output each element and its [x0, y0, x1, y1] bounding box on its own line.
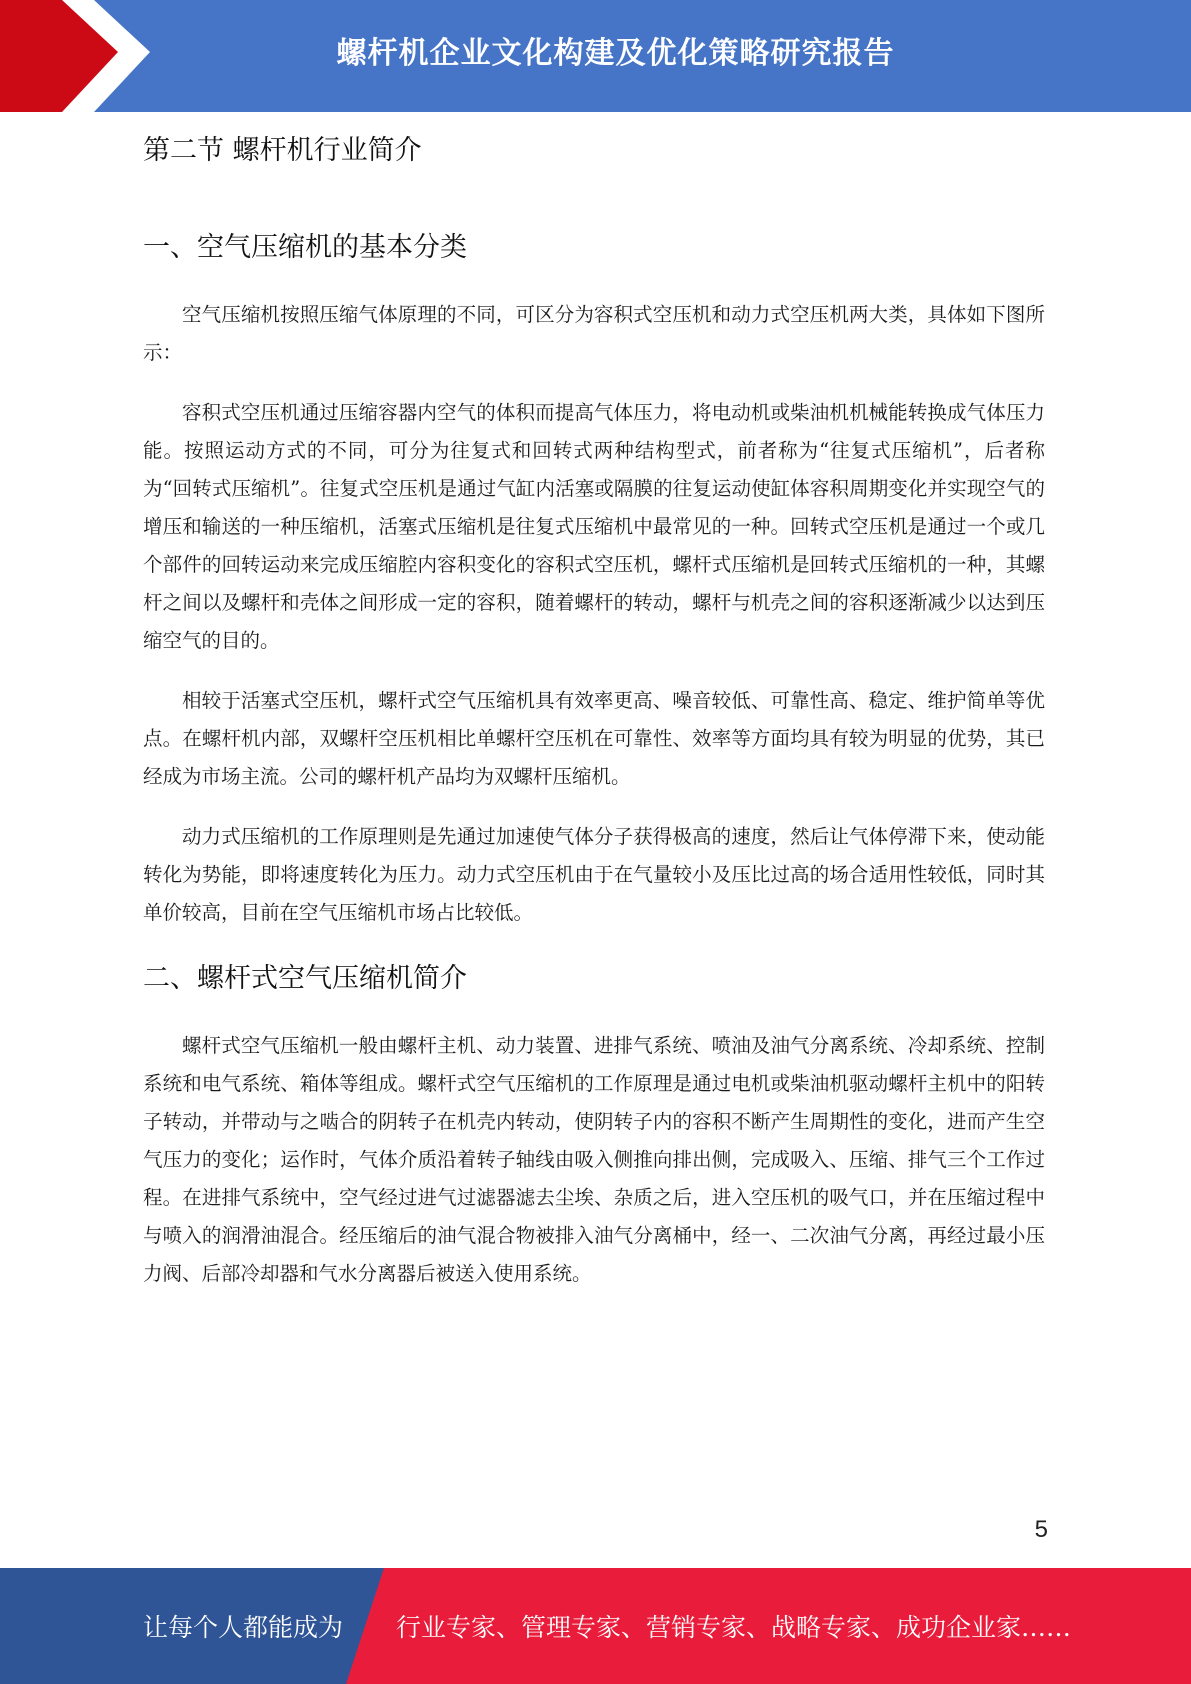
- subsection-title-1: 一、空气压缩机的基本分类: [143, 232, 467, 263]
- paragraph: 动力式压缩机的工作原理则是先通过加速使气体分子获得极高的速度，然后让气体停滞下来，使动能转化为势能，即将速度转化为压力。动力式空压机由于在气量较小及压比过高的场合适用性较低，同时其单价较高，目前在空气压缩机市场占比较低。: [143, 825, 1045, 924]
- subsection-title-2: 二、螺杆式空气压缩机简介: [143, 963, 467, 994]
- footer-slogan-right: 行业专家、管理专家、营销专家、战略专家、成功企业家……: [396, 1613, 1072, 1642]
- paragraph: 空气压缩机按照压缩气体原理的不同，可区分为容积式空压机和动力式空压机两大类，具体如下图所示：: [143, 303, 1045, 364]
- paragraph: 容积式空压机通过压缩容器内空气的体积而提高气体压力，将电动机或柴油机机械能转换成气体压力能。按照运动方式的不同，可分为往复式和回转式两种结构型式，前者称为“往复式压缩机”，后者称为“回转式压缩机”。往复式空压机是通过气缸内活塞或隔膜的往复运动使缸体容积周期变化并实现空气的增压和输送的一种压缩机，活塞式压缩机是往复式压缩机中最常见的一种。回转式空压机是通过一个或几个部件的回转运动来完成压缩腔内容积变化的容积式空压机，螺杆式压缩机是回转式压缩机的一种，其螺杆之间以及螺杆和壳体之间形成一定的容积，随着螺杆的转动，螺杆与机壳之间的容积逐渐减少以达到压缩空气的目的。: [143, 401, 1045, 652]
- page-footer-band: [0, 1568, 1191, 1684]
- page-number: 5: [1034, 1516, 1048, 1543]
- report-title: 螺杆机企业文化构建及优化策略研究报告: [336, 36, 895, 71]
- paragraph: 螺杆式空气压缩机一般由螺杆主机、动力装置、进排气系统、喷油及油气分离系统、冷却系统、控制系统和电气系统、箱体等组成。螺杆式空气压缩机的工作原理是通过电机或柴油机驱动螺杆主机中的阳转子转动，并带动与之啮合的阴转子在机壳内转动，使阴转子内的容积不断产生周期性的变化，进而产生空气压力的变化；运作时，气体介质沿着转子轴线由吸入侧推向排出侧，完成吸入、压缩、排气三个工作过程。在进排气系统中，空气经过进气过滤器滤去尘埃、杂质之后，进入空压机的吸气口，并在压缩过程中与喷入的润滑油混合。经压缩后的油气混合物被排入油气分离桶中，经一、二次油气分离，再经过最小压力阀、后部冷却器和气水分离器后被送入使用系统。: [143, 1034, 1045, 1285]
- paragraph: 相较于活塞式空压机，螺杆式空气压缩机具有效率更高、噪音较低、可靠性高、稳定、维护简单等优点。在螺杆机内部，双螺杆空压机相比单螺杆空压机在可靠性、效率等方面均具有较为明显的优势，其已经成为市场主流。公司的螺杆机产品均为双螺杆压缩机。: [143, 689, 1045, 788]
- page-content: [143, 125, 1045, 1293]
- page-header-band: [0, 0, 1191, 112]
- section-title: 第二节 螺杆机行业简介: [143, 135, 422, 166]
- footer-slogan-left: 让每个人都能成为: [143, 1613, 344, 1642]
